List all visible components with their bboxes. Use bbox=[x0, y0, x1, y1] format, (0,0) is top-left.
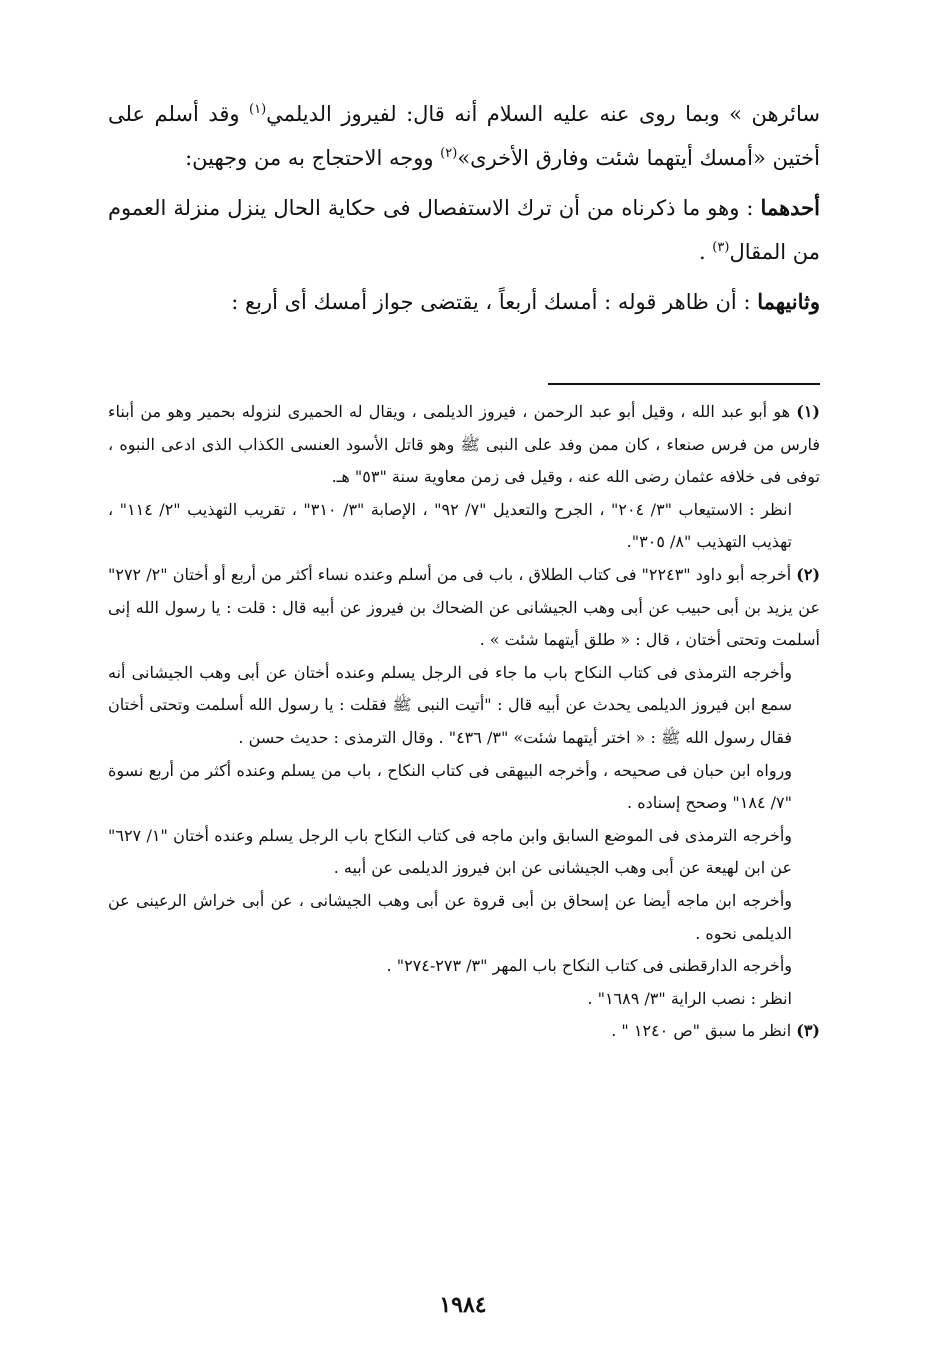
footnote-paragraph: انظر : الاستيعاب "٣/ ٢٠٤" ، الجرح والتعديل "٧/ ٩٢" ، الإصابة "٣/ ٣١٠" ، تقريب التهذيب "٢/ ١١٤" ، تهذيب التهذيب "٨/ ٣٠٥". bbox=[108, 499, 793, 552]
footnote-paragraph: ورواه ابن حبان فى صحيحه ، وأخرجه البيهقى فى كتاب النكاح ، باب من يسلم وعنده أكثر من أربع نسوة "٧/ ١٨٤" وصحح إسناده . bbox=[108, 760, 792, 813]
footnote-number: (١) bbox=[796, 402, 820, 421]
footnote-paragraph: وأخرجه الترمذى فى الموضع السابق وابن ماجه فى كتاب النكاح باب الرجل يسلم وعنده أختان "١/ ٦٢٧" عن ابن لهيعة عن أبى وهب الجيشانى عن ابن فيروز الديلمى عن أبيه . bbox=[108, 825, 793, 878]
footnote-paragraph bbox=[108, 1015, 820, 1048]
footnote-paragraph: وأخرجه الترمذى فى كتاب النكاح باب ما جاء فى الرجل يسلم وعنده أختان عن أبى وهب الجيشانى أنه سمع ابن فيروز الديلمى يحدث عن أبيه قال : "أتيت النبى ﷺ فقلت : يا رسول الله أسلمت وتحتى أختان فقال رسول الله ﷺ : « اختر أيتهما شئت» "٣/ ٤٣٦" . وقال الترمذى : حديث حسن . bbox=[108, 662, 792, 747]
footnote-number: (٢) bbox=[796, 564, 821, 584]
footnotes bbox=[108, 396, 820, 1048]
footnote-paragraph bbox=[108, 396, 820, 494]
footnote-number: (٣) bbox=[796, 1021, 820, 1041]
text-run: : أن ظاهر قوله : أمسك أربعاً ، يقتضى جواز أمسك أى أربع : bbox=[231, 290, 758, 314]
main-paragraph-3 bbox=[108, 280, 820, 324]
footnote-ref-2: (٢) bbox=[440, 146, 458, 161]
footnote-1 bbox=[108, 396, 820, 559]
text-run: ووجه الاحتجاج به من وجهين: bbox=[185, 146, 441, 170]
main-paragraph-1 bbox=[108, 92, 820, 180]
page-number: ١٩٨٤ bbox=[439, 1292, 487, 1318]
paragraph-lead: وثانيهما bbox=[757, 289, 820, 314]
footnote-paragraph bbox=[108, 559, 820, 657]
text-run: . bbox=[698, 240, 713, 264]
text-run: سائرهن » وبما روى عنه عليه السلام أنه قال: لفيروز الديلمي bbox=[266, 102, 820, 126]
paragraph-lead: أحدهما bbox=[760, 195, 820, 220]
text-run: هو أبو عبد الله ، وقيل أبو عبد الرحمن ، فيروز الديلمى ، ويقال له الحميرى لنزوله بحمير وهو من أبناء فارس من فرس صنعاء ، كان ممن وفد على النبى ﷺ وهو قاتل الأسود العنسى الكذاب الذى ادعى النبوه ، توفى فى خلافه عثمان رضى الله عنه ، وقيل فى زمن معاوية سنة "٥٣" هـ. bbox=[108, 402, 820, 487]
text-run: أخرجه أبو داود "٢٢٤٣" فى كتاب الطلاق ، باب فى من أسلم وعنده نساء أكثر من أربع أو أختان "٢/ ٢٧٢" عن يزيد بن أبى حبيب عن أبى وهب الجيشانى عن الضحاك بن فيروز عن أبيه قال : قلت : يا رسول الله إنى أسلمت وتحتى أختان ، قال : « طلق أيتهما شئت » . bbox=[108, 564, 820, 650]
text-run: : وهو ما ذكرناه من أن ترك الاستفصال فى حكاية الحال ينزل منزلة العموم من المقال bbox=[108, 196, 820, 264]
footnote-2 bbox=[108, 559, 820, 1015]
footnote-ref-1: (١) bbox=[249, 102, 267, 117]
footnote-paragraph: وأخرجه ابن ماجه أيضا عن إسحاق بن أبى قروة عن أبى وهب الجيشانى ، عن أبى خراش الرعينى عن الديلمى نحوه . bbox=[108, 890, 792, 943]
footnote-ref-3: (٣) bbox=[712, 240, 730, 255]
text-run: انظر ما سبق "ص ١٢٤٠ " . bbox=[611, 1021, 797, 1041]
footnote-separator bbox=[548, 383, 820, 385]
main-paragraph-2 bbox=[108, 186, 820, 274]
footnote-3 bbox=[108, 1015, 820, 1048]
main-text bbox=[108, 92, 820, 330]
footnote-paragraph: وأخرجه الدارقطنى فى كتاب النكاح باب المهر "٣/ ٢٧٣-٢٧٤" . bbox=[386, 956, 792, 976]
footnote-paragraph: انظر : نصب الراية "٣/ ١٦٨٩" . bbox=[587, 988, 792, 1008]
text-run: وقد أسلم على أختين «أمسك أيتهما شئت وفارق الأخرى» bbox=[108, 102, 820, 170]
